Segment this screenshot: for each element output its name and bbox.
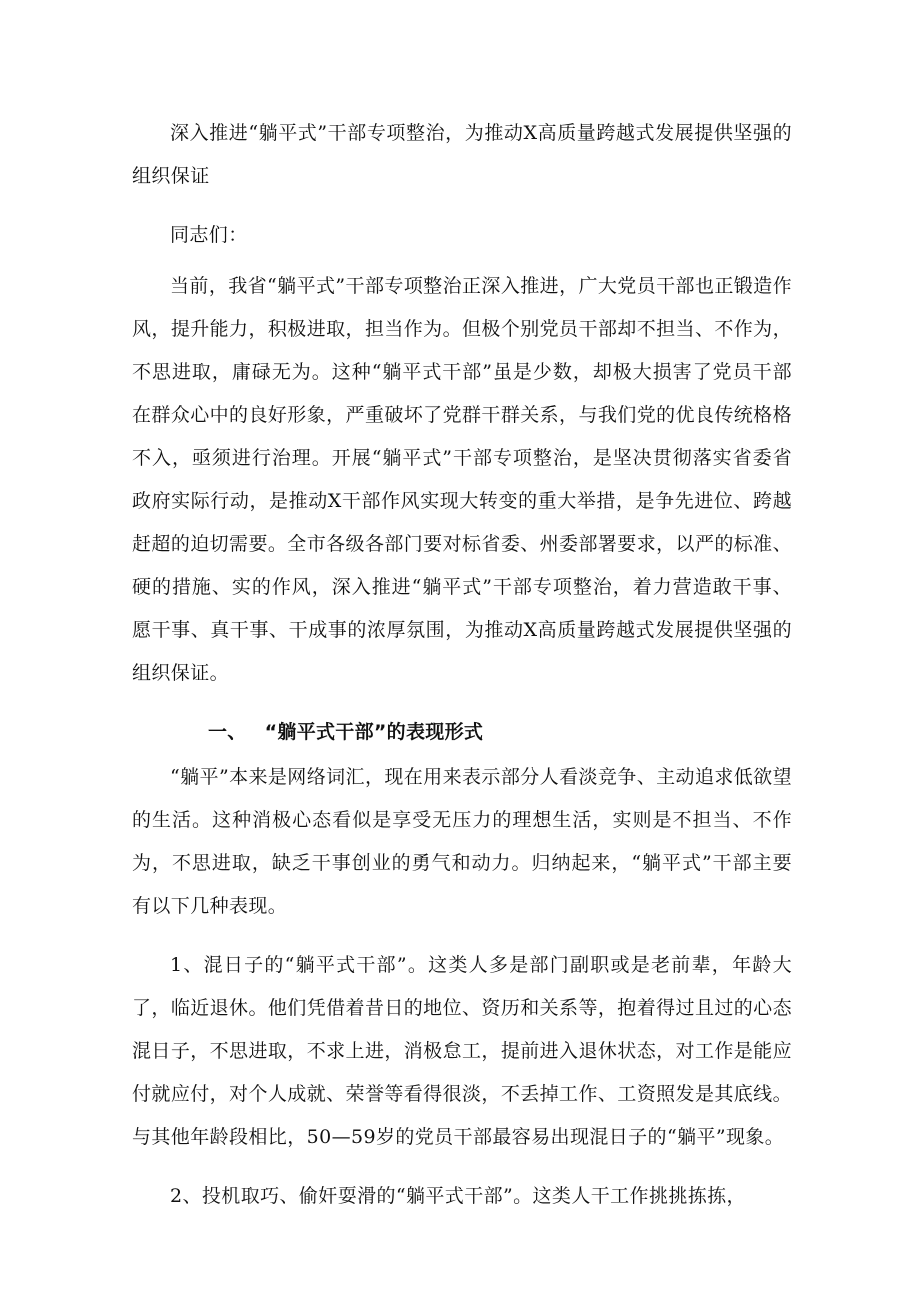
section-number: 一、: [208, 721, 247, 743]
section-heading: [132, 711, 792, 754]
section-title: “躺平式干部”的表现形式: [264, 721, 484, 743]
document-title: 深入推进“躺平式”干部专项整治，为推动X高质量跨越式发展提供坚强的组织保证: [132, 122, 792, 187]
intro-paragraph: 当前，我省“躺平式”干部专项整治正深入推进，广大党员干部也正锻造作风，提升能力，积极进取，担当作为。但极个别党员干部却不担当、不作为，不思进取，庸碌无为。这种“躺平式干部”虽是少数，却极大损害了党员干部在群众心中的良好形象，严重破坏了党群干群关系，与我们党的优良传统格格不入，亟须进行治理。开展“躺平式”干部专项整治，是坚决贯彻落实省委省政府实际行动，是推动X干部作风实现大转变的重大举措，是争先进位、跨越赶超的迫切需要。全市各级各部门要对标省委、州委部署要求，以严的标准、硬的措施、实的作风，深入推进“躺平式”干部专项整治，着力营造敢干事、愿干事、真干事、干成事的浓厚氛围，为推动X高质量跨越式发展提供坚强的组织保证。: [132, 275, 792, 684]
list-item-1: 1、混日子的“躺平式干部”。这类人多是部门副职或是老前辈，年龄大了，临近退休。他们凭借着昔日的地位、资历和关系等，抱着得过且过的心态混日子，不思进取，不求上进，消极怠工，提前进入退休状态，对工作是能应付就应付，对个人成就、荣誉等看得很淡，不丢掉工作、工资照发是其底线。与其他年龄段相比，50—59岁的党员干部最容易出现混日子的“躺平”现象。: [132, 954, 792, 1148]
document-body: [132, 112, 792, 1234]
list-item-2: 2、投机取巧、偷奸耍滑的“躺平式干部”。这类人干工作挑挑拣拣，: [170, 1185, 746, 1207]
section-paragraph: “躺平”本来是网络词汇，现在用来表示部分人看淡竞争、主动追求低欲望的生活。这种消极心态看似是享受无压力的理想生活，实则是不担当、不作为，不思进取，缺乏干事创业的勇气和动力。归纳起来，“躺平式”干部主要有以下几种表现。: [132, 766, 792, 917]
salutation: 同志们：: [170, 224, 248, 246]
